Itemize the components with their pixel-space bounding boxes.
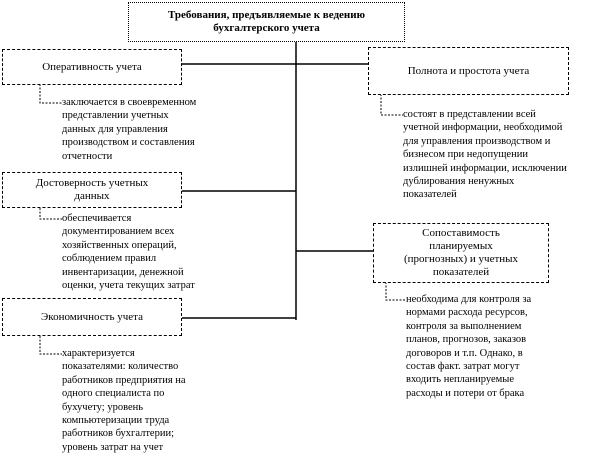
comparability-description-line: состав факт. затрат могут: [406, 361, 520, 373]
leader-operativeness: [40, 84, 62, 103]
comparability-description-line: расходы и потери от брака: [406, 387, 525, 399]
comparability-description-line: входить непланируемые: [406, 374, 514, 386]
reliability-description-line: хозяйственных операций,: [62, 239, 177, 251]
reliability-description-line: соблюдением правил: [62, 253, 157, 265]
leader-reliability: [40, 208, 62, 219]
comparability-description-line: необходима для контроля за: [406, 294, 532, 305]
comparability-label-line3: (прогнозных) и учетных: [403, 253, 519, 265]
completeness-description-line: для управления производством и: [403, 135, 551, 147]
operativeness-box: [2, 49, 182, 85]
completeness-description-line: дублирования ненужных: [403, 176, 515, 188]
operativeness-description: [62, 96, 196, 163]
comparability-description: [406, 293, 531, 400]
economy-description-line: работников предприятия на: [62, 374, 186, 386]
completeness-description: [403, 108, 567, 202]
reliability-description-line: оценки, учета текущих затрат: [62, 280, 195, 292]
operativeness-description-line: заключается в своевременном: [62, 97, 197, 108]
completeness-description-line: учетной информации, необходимой: [403, 122, 563, 134]
reliability-description: [62, 212, 195, 292]
diagram-title-box: [128, 2, 405, 42]
comparability-description-line: планов, прогнозов, заказов: [406, 334, 527, 346]
reliability-description-line: инвентаризации, денежной: [62, 266, 184, 278]
economy-description-line: работников бухгалтерии;: [62, 428, 174, 440]
leader-economy: [40, 336, 62, 354]
diagram-title-line2: бухгалтерского учета: [213, 22, 320, 34]
leader-completeness: [381, 94, 403, 115]
reliability-description-line: документированием всех: [62, 226, 175, 238]
diagram-title-line1: Требования, предъявляемые к ведению: [168, 9, 365, 21]
comparability-label-line2: планируемых: [429, 240, 493, 252]
comparability-description-line: договоров и т.п. Однако, в: [406, 347, 523, 359]
completeness-description-line: состоят в представлении всей: [403, 109, 536, 120]
leader-comparability: [386, 282, 406, 300]
completeness-label: Полнота и простота учета: [407, 64, 530, 77]
operativeness-label: Оперативность учета: [42, 60, 142, 73]
economy-description-line: характеризуется: [62, 348, 135, 359]
economy-description: [62, 347, 186, 454]
comparability-label-line4: показателей: [432, 266, 490, 278]
comparability-description-line: нормами расхода ресурсов,: [406, 307, 528, 319]
completeness-description-line: излишней информации, исключении: [403, 162, 567, 174]
reliability-label-line1: Достоверность учетных: [35, 177, 149, 189]
economy-description-line: уровень затрат на учет: [62, 441, 164, 453]
completeness-description-line: показателей: [403, 189, 457, 201]
completeness-box: [368, 47, 569, 95]
economy-label: Экономичность учета: [41, 310, 143, 323]
economy-description-line: компьютеризации труда: [62, 415, 170, 427]
comparability-box: [373, 223, 549, 283]
economy-box: [2, 298, 182, 336]
comparability-description-line: контроля за выполнением: [406, 320, 522, 332]
operativeness-description-line: отчетности: [62, 150, 113, 162]
operativeness-description-line: представлении учетных: [62, 110, 169, 122]
completeness-description-line: бизнесом при недопущении: [403, 149, 528, 161]
comparability-label-line1: Сопоставимость: [422, 227, 500, 239]
reliability-description-line: обеспечивается: [62, 213, 132, 224]
operativeness-description-line: данных для управления: [62, 123, 168, 135]
operativeness-description-line: производством и составления: [62, 137, 195, 149]
reliability-box: [2, 172, 182, 208]
economy-description-line: показателями: количество: [62, 361, 179, 373]
economy-description-line: бухучету; уровень: [62, 401, 144, 413]
reliability-label-line2: данных: [74, 190, 110, 202]
economy-description-line: одного специалиста по: [62, 388, 165, 400]
